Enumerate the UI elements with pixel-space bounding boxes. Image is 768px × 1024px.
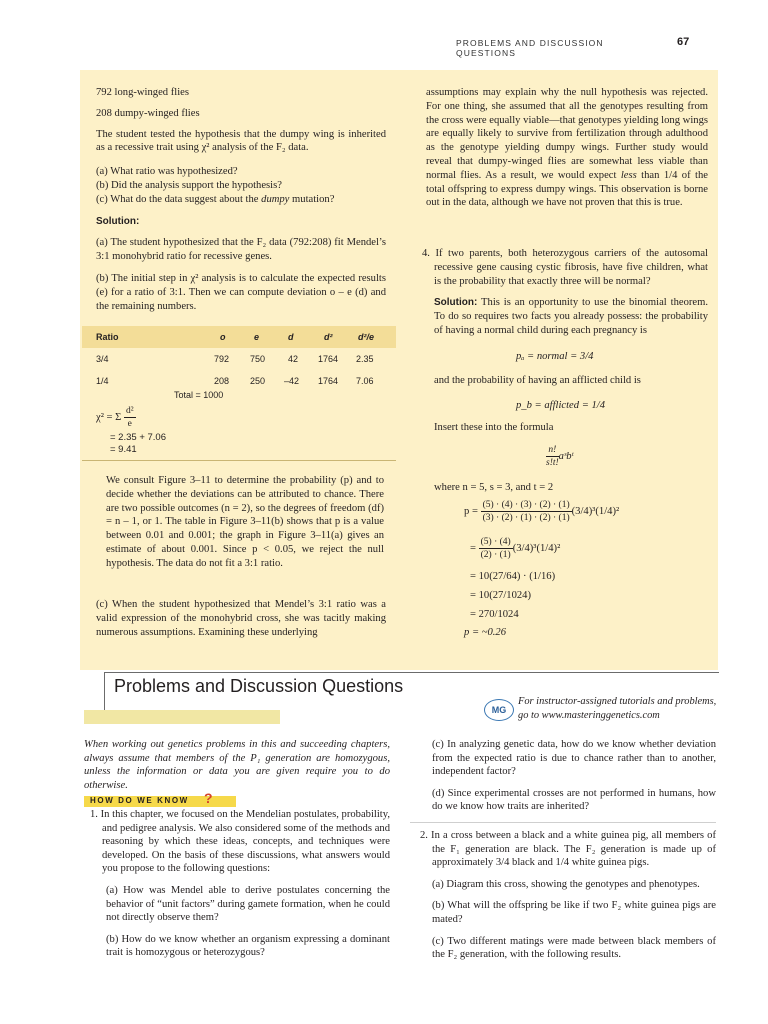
consult-text: We consult Figure 3–11 to determine the probability (p) and to decide whether the deviations can be attributed to chance. There are two possible outcomes (n = 2), so the degrees of freedom (df) = n – 1, or 1. The table in Figure 3–11(b) shows that p is a value between 0.01 and 0.001; the graph in Figure 3–11(a) gives an estimate of about 0.001. Since p < 0.05, we reject the null hypothesis. The data do not fit a 3:1 ratio. (106, 475, 384, 569)
table-row (82, 370, 396, 392)
chi-lhs: χ² = Σ (96, 411, 122, 423)
question-4 (422, 247, 708, 288)
chi-result (110, 432, 166, 456)
assumptions-paragraph (426, 86, 708, 210)
chi-numerator: d² (125, 406, 134, 416)
mastering-genetics-note: For instructor-assigned tutorials and problems, go to www.masteringgenetics.com (518, 696, 717, 721)
eq2-denominator: (2) · (1) (480, 550, 511, 560)
cell-e: 250 (250, 376, 266, 386)
chi-square-formula (96, 405, 136, 430)
question-c-pre: (c) What do the data suggest about the (96, 193, 262, 205)
question-list (96, 165, 386, 206)
formula-fraction (546, 444, 559, 469)
chi-denominator: e (127, 419, 132, 429)
question-b: (b) Did the analysis support the hypothesis? (96, 179, 282, 191)
eq1-denominator: (3) · (2) · (1) · (2) · (1) (482, 513, 570, 523)
eq1-lhs: p = (464, 505, 478, 517)
equation-2 (470, 536, 560, 561)
equation-1 (464, 499, 619, 524)
insert-sentence: Insert these into the formula (434, 422, 554, 433)
answer-c-text: (c) When the student hypothesized that Mendel’s 3:1 ratio was a valid expression of the monohybrid cross, she was tacitly making numerous assumptions. Examining these underlying (96, 599, 386, 638)
page-number: 67 (677, 36, 690, 48)
solution-column-right (426, 86, 708, 210)
equation-4: = 10(27/1024) (470, 590, 531, 601)
header-e: e (254, 332, 260, 342)
equation-5: = 270/1024 (470, 609, 519, 620)
question-a: (a) What ratio was hypothesized? (96, 166, 238, 178)
problem-2b: (b) What will the offspring be like if two F₂ white guinea pigs are mated? (432, 900, 716, 925)
formula-tail: aˢbᵗ (558, 450, 574, 462)
header-ratio: Ratio (96, 332, 119, 342)
problem-1c: (c) In analyzing genetic data, how do we know whether deviation from the expected ratio is due to chance rather than to another, independent factor? (432, 739, 716, 778)
assumptions-pre: assumptions may explain why the null hypothesis was rejected. For one thing, she assumed that all the genotypes resulting from the cross were equally viable—that genotypes yielding long wings are equally likely to survive from fertilization through adulthood as the genotype yielding dumpy wings. Further study would reveal that dumpy-winged flies are somewhat less viable than normal flies. As a result, we would expect (426, 87, 708, 181)
problem-1b: (b) How do we know whether an organism expressing a dominant trait is homozygous or heterozygous? (106, 933, 390, 959)
binomial-solution-body: This is an opportunity to use the binomial theorem. To do so requires two facts you already possess: the probability of having a normal child during each pregnancy is (434, 297, 708, 336)
problem-2a: (a) Diagram this cross, showing the genotypes and phenotypes. (432, 878, 700, 890)
how-do-we-know-banner (84, 790, 236, 807)
eq1-numerator: (5) · (4) · (3) · (2) · (1) (482, 500, 570, 510)
mastering-genetics-logo: MG (484, 699, 514, 721)
binomial-formula (546, 444, 573, 469)
question-4-text: 4. If two parents, both heterozygous carriers of the autosomal recessive gene causing cystic fibrosis, have five children, what is the probability that exactly three will be normal? (422, 248, 708, 287)
formula-denominator: s!t! (546, 458, 559, 468)
table-total: Total = 1000 (174, 390, 224, 400)
problem-2-text: 2. In a cross between a black and a white guinea pig, all members of the F₁ generation are black. The F₂ generation is made up of approximately 3/4 black and 1/4 white guinea pigs. (420, 830, 716, 869)
cell-d2e: 2.35 (356, 354, 374, 364)
afflicted-sentence: and the probability of having an afflicted child is (434, 375, 641, 386)
cell-ratio: 1/4 (96, 376, 109, 386)
eq2-tail: (3/4)³(1/4)² (512, 542, 561, 554)
problem-1-text: 1. In this chapter, we focused on the Mendelian postulates, probability, and pedigree analysis. We also considered some of the methods and reasoning by which these ideas, concepts, and techniques were developed. On the basis of these discussions, what answers would you propose to the following questions: (90, 809, 390, 875)
cell-o: 208 (214, 376, 230, 386)
eq2-lhs: = (470, 542, 476, 554)
hypothesis-statement: The student tested the hypothesis that the dumpy wing is inherited as a recessive trait using χ² analysis of the F₂ data. (96, 128, 386, 154)
section-title: Problems and Discussion Questions (114, 676, 404, 696)
where-clause: where n = 5, s = 3, and t = 2 (434, 482, 554, 493)
eq1-fraction (481, 499, 572, 524)
how-do-we-know-label: HOW DO WE KNOW (90, 796, 189, 805)
assumptions-post: than 1/4 of the total offspring to express dumpy wings. This observation is borne out in the data, although we have not proven that this is true. (426, 169, 708, 209)
answer-b: (b) The initial step in χ² analysis is to calculate the expected results (e) for a ratio of 3:1. Then we can compute deviation o – e (d) and the remaining numbers. (96, 272, 386, 312)
question-c (96, 193, 386, 207)
running-title: PROBLEMS AND DISCUSSION QUESTIONS (456, 38, 604, 58)
cell-d: –42 (284, 376, 300, 386)
cell-o: 792 (214, 354, 230, 364)
pa-equation: pₐ = normal = 3/4 (516, 351, 594, 362)
long-winged-count: 792 long-winged flies (96, 87, 189, 98)
formula-numerator: n! (546, 444, 559, 457)
table-total-row (82, 392, 396, 406)
cell-ratio: 3/4 (96, 354, 109, 364)
problem-divider (410, 822, 716, 823)
chi-fraction (124, 405, 136, 430)
header-o: o (220, 332, 226, 342)
eq1-tail: (3/4)³(1/4)² (571, 505, 620, 517)
problems-intro: When working out genetics problems in this and succeeding chapters, always assume that members of the P₁ generation are homozygous, unless the information or data you are given require you to do otherwise. (84, 739, 390, 791)
header-d2e: d²/e (358, 332, 375, 342)
consult-paragraph (106, 474, 384, 571)
assumptions-em: less (620, 169, 637, 181)
chi-square-table (82, 326, 396, 406)
question-mark-icon: ? (204, 790, 215, 806)
solution-column-left (96, 86, 386, 313)
cell-d2e: 7.06 (356, 376, 374, 386)
table-divider (82, 460, 396, 461)
cell-d: 42 (288, 354, 299, 364)
problem-1 (90, 808, 390, 960)
pb-equation: p_b = afflicted = 1/4 (516, 400, 606, 411)
header-d: d (288, 332, 294, 342)
problem-2c: (c) Two different matings were made between black members of the F₂ generation, with the following results. (432, 935, 716, 961)
question-c-post: mutation? (289, 193, 335, 205)
answer-a: (a) The student hypothesized that the F₂ data (792:208) fit Mendel’s 3:1 monohybrid ratio for recessive genes. (96, 237, 386, 263)
equation-3: = 10(27/64) · (1/16) (470, 571, 556, 582)
cell-d2: 1764 (318, 376, 339, 386)
problem-1a: (a) How was Mendel able to derive postulates concerning the behavior of “unit factors” during gamete formation, when he could not directly observe them? (106, 884, 390, 924)
problem-1-continued (432, 738, 716, 814)
chi-line-2: = 9.41 (110, 444, 137, 455)
dumpy-winged-count: 208 dumpy-winged flies (96, 107, 200, 119)
equation-6: p = ~0.26 (464, 627, 507, 638)
chi-line-1: = 2.35 + 7.06 (110, 432, 166, 443)
table-row (82, 348, 396, 370)
cell-e: 750 (250, 354, 266, 364)
answer-c (96, 598, 386, 639)
table-header (82, 326, 396, 348)
eq2-fraction (479, 536, 513, 561)
solution-label: Solution: (96, 215, 140, 227)
problem-1d: (d) Since experimental crosses are not performed in humans, how do we know how traits are inherited? (432, 787, 716, 813)
section-accent-bar (84, 710, 280, 724)
question-c-em: dumpy (261, 193, 290, 205)
problem-2 (420, 829, 716, 962)
binomial-solution-text (434, 296, 708, 337)
eq2-numerator: (5) · (4) (480, 537, 511, 547)
cell-d2: 1764 (318, 354, 339, 364)
binomial-solution-label: Solution: (434, 297, 478, 308)
header-d2: d² (324, 332, 333, 342)
binomial-solution (434, 296, 708, 337)
